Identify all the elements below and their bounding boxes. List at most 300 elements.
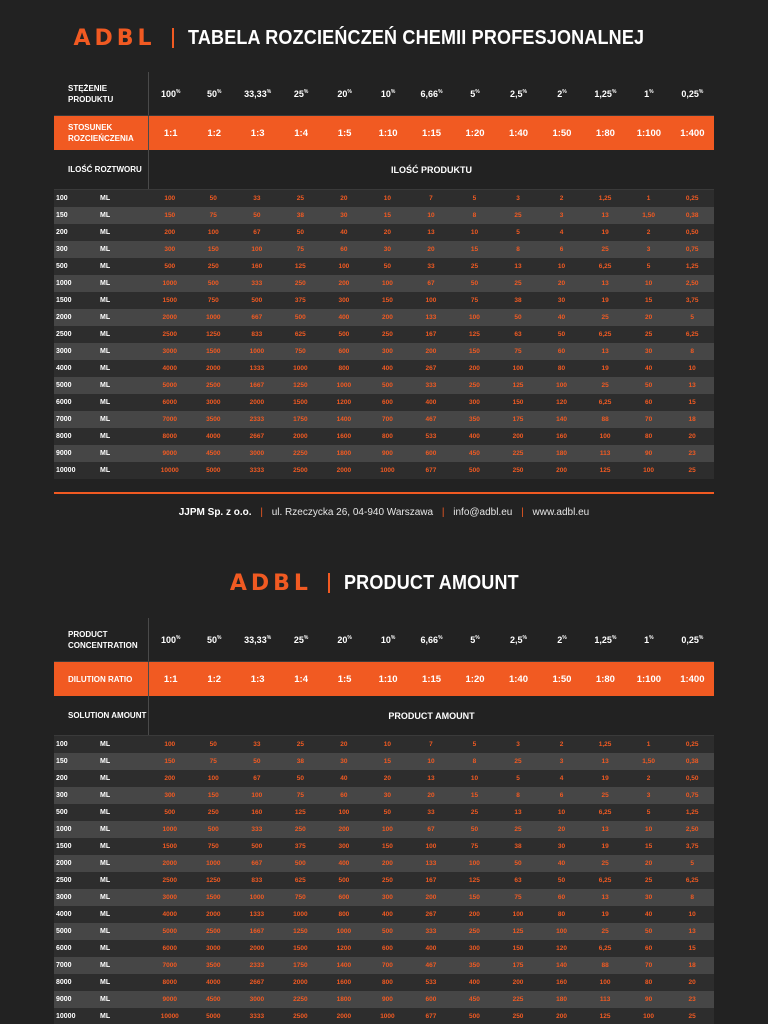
product-amount-cell: 350: [469, 962, 480, 969]
concentration-cell: [584, 89, 627, 99]
product-amount-cell: 40: [644, 911, 653, 918]
solution-amount-value: 4000: [56, 911, 72, 918]
product-amount-cell: 13: [514, 263, 522, 270]
solution-amount-value: 100: [56, 195, 68, 202]
product-amount-cell: 300: [381, 894, 393, 901]
concentration-value: 10: [380, 634, 391, 645]
solution-amount-cell: [54, 314, 148, 321]
concentration-label: PRODUCT CONCENTRATION: [68, 629, 138, 650]
percent-sign: %: [266, 88, 272, 95]
product-amount-cell: 50: [514, 314, 522, 321]
concentration-value: 25: [293, 634, 304, 645]
product-amount-cell: 150: [207, 792, 219, 799]
percent-sign: %: [390, 88, 396, 95]
product-amount-cell: 50: [470, 280, 479, 287]
product-amount-cell: 15: [644, 843, 653, 850]
product-amount-cell: 20: [340, 741, 348, 748]
solution-amount-value: 9000: [56, 996, 72, 1003]
product-amount-cell: 900: [381, 996, 393, 1003]
solution-amount-value: 500: [56, 809, 68, 816]
percent-sign: %: [390, 634, 396, 641]
solution-amount-value: 1500: [56, 843, 72, 850]
footer-separator: |: [260, 507, 263, 518]
product-amount-cell: 10: [383, 195, 392, 202]
unit-label: ML: [100, 246, 111, 253]
product-amount-cell: 2000: [293, 433, 308, 440]
concentration-cell: [627, 635, 670, 645]
product-amount-cell: 100: [164, 741, 176, 748]
unit-label: ML: [100, 877, 111, 884]
table-row: [54, 753, 714, 770]
table-row: [54, 190, 714, 207]
product-amount-cell: 2000: [249, 945, 265, 952]
product-amount-cell: 2500: [206, 382, 221, 389]
product-amount-cell: 3000: [249, 996, 265, 1003]
product-amount-cell: 33: [253, 195, 261, 202]
product-amount-cell: 50: [557, 877, 566, 884]
product-amount-cell: 250: [381, 331, 393, 338]
product-amount-cell: 5000: [162, 928, 177, 935]
unit-label: ML: [100, 331, 111, 338]
company-address: ul. Rzeczycka 26, 04-940 Warszawa: [271, 507, 434, 518]
product-amount-cell: 19: [601, 843, 609, 850]
solution-amount-cell: [54, 229, 148, 236]
product-amount-cell: 60: [340, 246, 348, 253]
percent-sign: %: [562, 88, 567, 95]
product-amount-cell: 250: [469, 928, 480, 935]
product-amount-cell: 100: [207, 775, 219, 782]
product-amount-cell: 1,25: [598, 741, 612, 748]
product-amount-cell: 300: [469, 945, 480, 952]
product-amount-cell: 50: [296, 229, 304, 236]
product-amount-cell: 80: [557, 365, 566, 372]
dilution-ratio-cell: 1:20: [465, 127, 485, 139]
dilution-ratio-cell: 1:10: [378, 127, 398, 139]
product-amount-cell: 100: [381, 280, 393, 287]
solution-amount-cell: [54, 450, 148, 457]
product-amount-cell: 3500: [206, 416, 221, 423]
percent-sign: %: [216, 634, 222, 641]
product-amount-cell: 1250: [206, 331, 221, 338]
percent-sign: %: [562, 634, 567, 641]
percent-sign: %: [438, 634, 443, 641]
product-amount-cell: 400: [425, 399, 437, 406]
product-amount-cell: 1800: [336, 450, 352, 457]
product-amount-cell: 5000: [206, 467, 221, 474]
product-amount-cell: 8: [472, 212, 477, 219]
product-amount-cell: 300: [338, 297, 350, 304]
product-amount-cell: 180: [556, 450, 567, 457]
product-amount-cell: 677: [425, 467, 437, 474]
product-amount-cell: 100: [338, 263, 350, 270]
solution-amount-value: 4000: [56, 365, 72, 372]
concentration-cell: [671, 89, 714, 99]
product-amount-cell: 6,25: [685, 331, 699, 338]
product-amount-cell: 7000: [162, 962, 177, 969]
product-amount-cell: 1200: [336, 945, 352, 952]
product-amount-cell: 38: [296, 758, 304, 765]
solution-amount-label: SOLUTION AMOUNT: [68, 711, 147, 720]
product-amount-cell: 500: [294, 860, 306, 867]
solution-amount-value: 5000: [56, 382, 72, 389]
product-amount-cell: 200: [556, 467, 567, 474]
product-amount-cell: 100: [251, 792, 263, 799]
product-amount-cell: 3000: [162, 894, 177, 901]
dilution-ratio-label: STOSUNEK ROZCIEŃCZENIA: [68, 123, 134, 143]
product-amount-cell: 1500: [293, 945, 308, 952]
concentration-value: 2,5: [510, 88, 523, 99]
product-amount-cell: 33: [253, 741, 261, 748]
product-amount-cell: 100: [164, 195, 176, 202]
table-row: [54, 326, 714, 343]
solution-amount-value: 100: [56, 741, 68, 748]
product-amount-cell: 0,25: [685, 741, 699, 748]
product-amount-cell: 20: [427, 246, 435, 253]
product-amount-cell: 4500: [206, 996, 221, 1003]
product-amount-cell: 1750: [293, 416, 308, 423]
unit-label: ML: [100, 996, 111, 1003]
product-amount-cell: 250: [207, 263, 219, 270]
table-row: [54, 838, 714, 855]
product-amount-cell: 750: [294, 348, 306, 355]
product-amount-cell: 2: [559, 741, 564, 748]
product-amount-cell: 33: [427, 809, 435, 816]
product-amount-cell: 13: [427, 229, 435, 236]
concentration-value: 100: [160, 88, 177, 99]
product-amount-cell: 30: [383, 246, 392, 253]
percent-sign: %: [698, 634, 704, 641]
unit-label: ML: [100, 775, 111, 782]
product-amount-cell: 167: [425, 877, 437, 884]
product-amount-cell: 2000: [336, 467, 352, 474]
product-amount-cell: 600: [381, 945, 393, 952]
product-amount-cell: 2: [559, 195, 564, 202]
percent-sign: %: [522, 634, 527, 641]
product-amount-cell: 30: [557, 297, 566, 304]
product-amount-cell: 75: [514, 894, 522, 901]
concentration-value: 20: [337, 88, 348, 99]
product-amount-cell: 60: [557, 894, 566, 901]
concentration-value: 2: [557, 88, 563, 99]
table-row: [54, 292, 714, 309]
product-amount-cell: 60: [644, 945, 653, 952]
unit-label: ML: [100, 450, 111, 457]
dilution-ratio-cell: 1:4: [294, 673, 308, 685]
solution-amount-cell: [54, 382, 148, 389]
percent-sign: %: [698, 88, 704, 95]
product-amount-cell: 70: [644, 962, 653, 969]
product-amount-cell: 100: [512, 365, 524, 372]
product-amount-cell: 250: [294, 280, 306, 287]
concentration-value: 2,5: [510, 634, 523, 645]
product-amount-cell: 125: [512, 382, 524, 389]
concentration-cell: [453, 89, 496, 99]
product-amount-cell: 2,50: [685, 280, 699, 287]
product-amount-cell: 1250: [293, 928, 308, 935]
concentration-cell: [192, 89, 235, 99]
unit-label: ML: [100, 945, 111, 952]
solution-amount-value: 8000: [56, 979, 72, 986]
unit-label: ML: [100, 860, 111, 867]
dilution-table: [54, 72, 714, 479]
product-amount-cell: 500: [207, 826, 219, 833]
product-amount-cell: 1000: [380, 467, 395, 474]
product-amount-cell: 400: [338, 314, 350, 321]
product-amount-cell: 50: [470, 826, 479, 833]
product-amount-cell: 3000: [249, 450, 265, 457]
product-amount-cell: 10: [644, 280, 653, 287]
product-amount-cell: 80: [644, 979, 653, 986]
product-amount-label: PRODUCT AMOUNT: [388, 710, 475, 721]
percent-sign: %: [475, 88, 480, 95]
product-amount-cell: 80: [557, 911, 566, 918]
company-footer: [0, 507, 768, 518]
product-amount-cell: 8: [516, 246, 520, 253]
product-amount-cell: 30: [383, 792, 392, 799]
product-amount-cell: 500: [338, 877, 350, 884]
product-amount-cell: 533: [425, 433, 437, 440]
product-amount-cell: 2667: [249, 979, 265, 986]
product-amount-cell: 15: [644, 297, 653, 304]
table-row: [54, 377, 714, 394]
product-amount-cell: 2500: [206, 928, 221, 935]
concentration-value: 5: [470, 88, 476, 99]
product-amount-cell: 100: [556, 382, 567, 389]
product-amount-cell: 1: [646, 741, 651, 748]
unit-label: ML: [100, 911, 111, 918]
product-amount-cell: 90: [644, 996, 653, 1003]
product-amount-cell: 4: [559, 775, 564, 782]
product-amount-cell: 13: [601, 212, 609, 219]
product-amount-cell: 5: [516, 775, 520, 782]
unit-label: ML: [100, 399, 111, 406]
product-amount-cell: 200: [164, 775, 176, 782]
product-amount-cell: 1,25: [685, 809, 699, 816]
product-amount-cell: 8: [690, 894, 694, 901]
product-amount-cell: 6,25: [598, 399, 612, 406]
product-amount-cell: 400: [425, 945, 437, 952]
product-amount-cell: 25: [601, 314, 609, 321]
product-amount-cell: 2333: [249, 962, 265, 969]
product-amount-cell: 2: [646, 229, 651, 236]
percent-sign: %: [438, 88, 443, 95]
product-amount-cell: 160: [556, 433, 567, 440]
product-amount-cell: 250: [469, 382, 480, 389]
solution-amount-value: 200: [56, 229, 68, 236]
product-amount-cell: 133: [425, 314, 437, 321]
product-amount-cell: 175: [512, 962, 524, 969]
product-amount-cell: 2000: [162, 314, 177, 321]
product-amount-cell: 100: [599, 433, 611, 440]
product-amount-cell: 225: [512, 996, 524, 1003]
solution-amount-cell: [54, 996, 148, 1003]
product-amount-cell: 125: [512, 928, 524, 935]
product-amount-cell: 10: [557, 809, 566, 816]
amount-header-row: [54, 696, 714, 736]
product-amount-cell: 75: [514, 348, 522, 355]
product-amount-cell: 40: [340, 775, 348, 782]
product-amount-cell: 1400: [336, 962, 352, 969]
product-amount-cell: 100: [469, 314, 480, 321]
product-amount-cell: 50: [514, 860, 522, 867]
product-amount-cell: 25: [688, 467, 696, 474]
table-row: [54, 804, 714, 821]
solution-amount-cell: [54, 945, 148, 952]
product-amount-cell: 10: [427, 758, 435, 765]
section-header: [0, 563, 768, 603]
unit-label: ML: [100, 195, 111, 202]
solution-amount-cell: [54, 433, 148, 440]
product-amount-cell: 200: [425, 894, 437, 901]
product-amount-cell: 10: [688, 365, 696, 372]
product-amount-cell: 1500: [162, 297, 177, 304]
product-amount-cell: 18: [688, 416, 696, 423]
solution-amount-cell: [54, 894, 148, 901]
concentration-value: 50: [206, 88, 217, 99]
product-amount-cell: 19: [601, 365, 609, 372]
unit-label: ML: [100, 263, 111, 270]
product-amount-cell: 300: [381, 348, 393, 355]
product-amount-cell: 10: [644, 826, 653, 833]
product-amount-cell: 625: [294, 877, 306, 884]
table-row: [54, 275, 714, 292]
product-amount-cell: 600: [425, 996, 437, 1003]
product-amount-cell: 175: [512, 416, 524, 423]
concentration-value: 1,25: [594, 634, 612, 645]
solution-amount-label: ILOŚĆ ROZTWORU: [68, 165, 142, 174]
product-amount-cell: 8000: [162, 433, 177, 440]
table-body: [54, 190, 714, 479]
dilution-table: [54, 618, 714, 1024]
unit-label: ML: [100, 928, 111, 935]
product-amount-cell: 2: [646, 775, 651, 782]
product-amount-cell: 15: [688, 399, 696, 406]
product-amount-cell: 25: [470, 263, 479, 270]
product-amount-cell: 2667: [249, 433, 265, 440]
solution-amount-value: 7000: [56, 416, 72, 423]
unit-label: ML: [100, 314, 111, 321]
unit-label: ML: [100, 809, 111, 816]
dilution-ratio-cell: 1:1: [163, 127, 178, 139]
unit-label: ML: [100, 741, 111, 748]
dilution-ratio-cell: 1:20: [465, 673, 485, 685]
product-amount-cell: 10: [470, 229, 479, 236]
solution-amount-value: 2500: [56, 877, 72, 884]
dilution-ratio-cell: 1:80: [595, 127, 615, 139]
percent-sign: %: [303, 634, 309, 641]
concentration-cell: [627, 89, 670, 99]
product-amount-cell: 667: [251, 860, 263, 867]
product-amount-cell: 3: [559, 758, 564, 765]
table-row: [54, 360, 714, 377]
product-amount-cell: 150: [469, 348, 480, 355]
product-amount-cell: 25: [514, 826, 522, 833]
product-amount-cell: 13: [601, 826, 609, 833]
section-title: PRODUCT AMOUNT: [343, 571, 519, 594]
table-row: [54, 309, 714, 326]
product-amount-cell: 20: [383, 229, 392, 236]
solution-amount-value: 6000: [56, 945, 72, 952]
product-amount-cell: 150: [164, 212, 176, 219]
product-amount-cell: 120: [556, 399, 567, 406]
product-amount-cell: 100: [251, 246, 263, 253]
concentration-cell: [192, 635, 235, 645]
product-amount-cell: 60: [340, 792, 348, 799]
product-amount-cell: 750: [207, 297, 219, 304]
product-amount-cell: 1600: [336, 433, 352, 440]
product-amount-cell: 3: [646, 246, 651, 253]
concentration-value: 1: [644, 88, 650, 99]
product-amount-cell: 100: [425, 297, 437, 304]
solution-amount-cell: [54, 962, 148, 969]
product-amount-cell: 30: [557, 843, 566, 850]
concentration-value: 20: [337, 634, 348, 645]
product-amount-cell: 6,25: [685, 877, 699, 884]
concentration-cell: [366, 89, 409, 99]
product-amount-cell: 400: [381, 365, 393, 372]
product-amount-cell: 10000: [160, 1013, 179, 1020]
percent-sign: %: [522, 88, 527, 95]
concentration-value: 33,33: [244, 634, 267, 645]
product-amount-cell: 3000: [206, 945, 221, 952]
product-amount-cell: 800: [338, 365, 350, 372]
product-amount-cell: 700: [381, 962, 393, 969]
dilution-ratio-cell: 1:15: [422, 673, 442, 685]
table-row: [54, 974, 714, 991]
solution-amount-cell: [54, 758, 148, 765]
product-amount-cell: 267: [425, 911, 437, 918]
solution-amount-cell: [54, 911, 148, 918]
product-amount-cell: 40: [340, 229, 348, 236]
product-amount-cell: 13: [427, 775, 435, 782]
adbl-logo: ADBL: [229, 570, 312, 596]
concentration-cell: [497, 89, 540, 99]
product-amount-cell: 50: [253, 212, 261, 219]
product-amount-cell: 150: [381, 843, 393, 850]
product-amount-cell: 20: [557, 280, 566, 287]
concentration-value: 10: [380, 88, 391, 99]
product-amount-cell: 20: [644, 860, 653, 867]
product-amount-cell: 5: [646, 263, 651, 270]
solution-amount-value: 1500: [56, 297, 72, 304]
product-amount-cell: 0,38: [685, 758, 699, 765]
product-amount-cell: 1333: [249, 365, 265, 372]
product-amount-cell: 140: [556, 416, 567, 423]
concentration-cell: [453, 635, 496, 645]
product-amount-cell: 100: [643, 467, 655, 474]
concentration-cell: [410, 89, 453, 99]
table-row: [54, 1008, 714, 1024]
product-amount-cell: 1,25: [598, 195, 612, 202]
product-amount-cell: 63: [514, 331, 522, 338]
solution-amount-value: 150: [56, 212, 68, 219]
dilution-ratio-cell: 1:3: [250, 127, 265, 139]
unit-label: ML: [100, 979, 111, 986]
concentration-row: [54, 72, 714, 116]
product-amount-cell: 6,25: [598, 877, 612, 884]
solution-amount-cell: [54, 263, 148, 270]
product-amount-cell: 13: [688, 928, 696, 935]
concentration-value: 25: [293, 88, 304, 99]
product-amount-cell: 200: [556, 1013, 567, 1020]
product-amount-cell: 3333: [249, 1013, 265, 1020]
product-amount-cell: 25: [601, 928, 609, 935]
solution-amount-value: 5000: [56, 928, 72, 935]
product-amount-cell: 100: [338, 809, 350, 816]
product-amount-cell: 25: [601, 860, 609, 867]
product-amount-cell: 50: [296, 775, 304, 782]
product-amount-cell: 13: [601, 758, 609, 765]
